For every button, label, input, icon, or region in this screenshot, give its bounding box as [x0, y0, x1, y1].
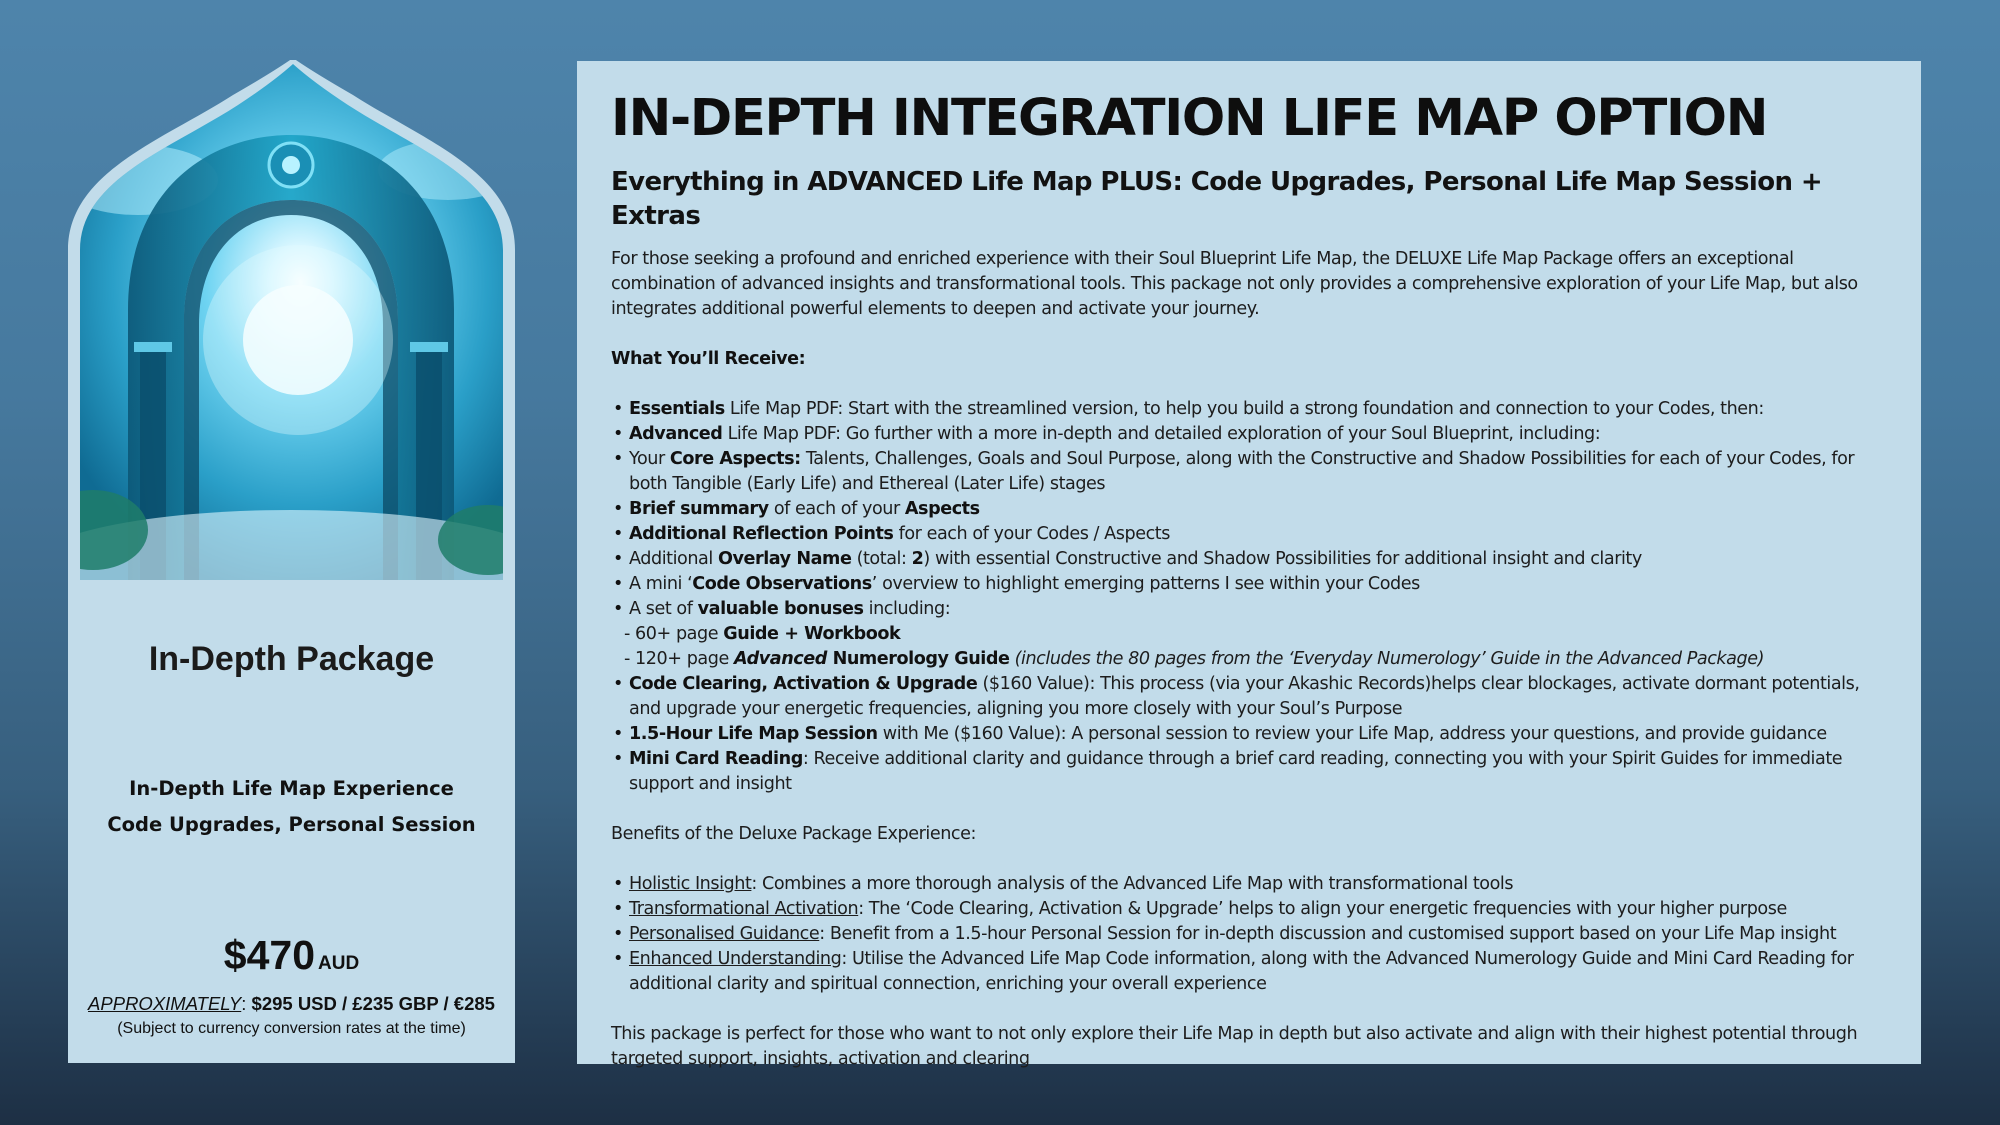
details-body	[611, 247, 1891, 1072]
page-subtitle: Everything in ADVANCED Life Map PLUS: Code Upgrades, Personal Life Map Session + Extras	[611, 167, 1823, 231]
benefit-holistic-insight	[611, 872, 1891, 897]
receive-list	[611, 397, 1891, 797]
item-text: : Receive additional clarity and guidance through a brief card reading, connecting you with your Spirit Guides for immediate support and insight	[629, 749, 1843, 794]
package-card-content	[68, 60, 515, 1063]
list-item-reflection-points	[611, 522, 1891, 547]
item-text: A mini ‘	[629, 574, 693, 594]
item-text: - 60+ page	[624, 624, 724, 644]
approximate-prices	[68, 993, 515, 1015]
item-text: (total:	[851, 549, 912, 569]
item-text: Life Map PDF: Start with the streamlined version, to help you build a strong foundation and connection to your Codes, then:	[724, 399, 1764, 419]
item-bold-italic: Advanced	[734, 649, 827, 669]
benefit-label: Personalised Guidance	[629, 924, 820, 944]
list-item-bonuses	[611, 597, 1891, 622]
item-text: A set of	[629, 599, 698, 619]
item-bold: Code Observations	[692, 574, 872, 594]
approx-label: APPROXIMATELY	[88, 993, 242, 1014]
receive-heading-text: What You’ll Receive:	[611, 349, 806, 369]
benefit-enhanced-understanding	[611, 947, 1891, 997]
list-item-code-clearing	[611, 672, 1891, 722]
item-bold: Aspects	[904, 499, 980, 519]
item-text: of each of your	[768, 499, 905, 519]
item-bold: Advanced	[629, 424, 723, 444]
item-bold: Core Aspects:	[669, 449, 801, 469]
benefit-text: : Benefit from a 1.5-hour Personal Session for in-depth discussion and customised support based on your Life Map insight	[819, 924, 1837, 944]
item-text: Your	[629, 449, 670, 469]
benefit-text: : Combines a more thorough analysis of the Advanced Life Map with transformational tools	[751, 874, 1514, 894]
item-bold: valuable bonuses	[697, 599, 864, 619]
item-text: Life Map PDF: Go further with a more in-depth and detailed exploration of your Soul Blueprint, including:	[722, 424, 1601, 444]
list-item-life-map-session	[611, 722, 1891, 747]
item-bold: Brief summary	[629, 499, 769, 519]
list-item-guide-workbook	[611, 622, 1891, 647]
benefit-personalised-guidance	[611, 922, 1891, 947]
list-item-core-aspects	[611, 447, 1891, 497]
benefit-transformational-activation	[611, 897, 1891, 922]
list-item-mini-card-reading	[611, 747, 1891, 797]
list-item-overlay-name	[611, 547, 1891, 572]
package-price	[68, 932, 515, 979]
package-subtitle-line2: Code Upgrades, Personal Session	[107, 813, 476, 836]
package-details-panel	[577, 61, 1921, 1069]
approx-values: $295 USD / £235 GBP / €285	[251, 993, 495, 1014]
benefit-label: Enhanced Understanding	[629, 949, 842, 969]
item-italic: (includes the 80 pages from the ‘Everyday Numerology’ Guide in the Advanced Package)	[1009, 649, 1765, 669]
benefit-label: Holistic Insight	[629, 874, 752, 894]
benefits-heading: Benefits of the Deluxe Package Experience:	[611, 824, 976, 844]
list-item-code-observations	[611, 572, 1891, 597]
currency-note: (Subject to currency conversion rates at the time)	[117, 1020, 466, 1037]
list-item-essentials	[611, 397, 1891, 422]
item-bold: Numerology Guide	[826, 649, 1010, 669]
item-bold: 1.5-Hour Life Map Session	[629, 724, 878, 744]
item-bold: Additional Reflection Points	[629, 524, 894, 544]
benefit-text: : The ‘Code Clearing, Activation & Upgrade’ helps to align your energetic frequencies with your higher purpose	[858, 899, 1787, 919]
item-bold: Overlay Name	[717, 549, 852, 569]
benefits-list	[611, 872, 1891, 997]
list-item-numerology-guide	[611, 647, 1891, 672]
list-item-advanced	[611, 422, 1891, 447]
item-text: for each of your Codes / Aspects	[893, 524, 1170, 544]
package-subtitle-line1: In-Depth Life Map Experience	[129, 777, 454, 800]
item-text: including:	[863, 599, 951, 619]
list-item-brief-summary	[611, 497, 1891, 522]
page-title: IN-DEPTH INTEGRATION LIFE MAP OPTION	[611, 89, 1768, 148]
item-bold: Mini Card Reading	[629, 749, 803, 769]
item-text: Talents, Challenges, Goals and Soul Purpose, along with the Constructive and Shadow Possibilities for each of your Codes, for both Tangible (Early Life) and Ethereal (Later Life) stages	[629, 449, 1855, 494]
item-text: ($160 Value): This process (via your Akashic Records)helps clear blockages, activate dormant potentials, and upgrade your energetic frequencies, aligning you more closely with your Soul’s Purpose	[629, 674, 1860, 719]
item-bold: 2	[911, 549, 924, 569]
item-text: ) with essential Constructive and Shadow Possibilities for additional insight and clarity	[923, 549, 1642, 569]
price-amount: $470	[223, 932, 316, 978]
item-text: - 120+ page	[624, 649, 734, 669]
approx-separator: :	[241, 993, 252, 1014]
item-bold: Essentials	[629, 399, 725, 419]
item-bold: Guide + Workbook	[723, 624, 901, 644]
item-text: ’ overview to highlight emerging patterns I see within your Codes	[871, 574, 1420, 594]
package-card	[68, 60, 515, 1063]
item-bold: Code Clearing, Activation & Upgrade	[629, 674, 978, 694]
item-text: with Me ($160 Value): A personal session to review your Life Map, address your questions, and provide guidance	[877, 724, 1827, 744]
closing-paragraph: This package is perfect for those who want to not only explore their Life Map in depth but also activate and align with their highest potential through targeted support, insights, activation and clearing	[611, 1024, 1858, 1069]
price-currency: AUD	[318, 953, 360, 974]
benefit-label: Transformational Activation	[629, 899, 859, 919]
benefit-text: : Utilise the Advanced Life Map Code information, along with the Advanced Numerology Guide and Mini Card Reading for additional clarity and spiritual connection, enriching your overall experience	[629, 949, 1854, 994]
package-title: In-Depth Package	[148, 640, 435, 678]
receive-heading	[611, 347, 1891, 372]
item-text: Additional	[629, 549, 718, 569]
intro-paragraph: For those seeking a profound and enriched experience with their Soul Blueprint Life Map, the DELUXE Life Map Package offers an exceptional combination of advanced insights and transformational tools. This package not only provides a comprehensive exploration of your Life Map, but also integrates additional powerful elements to deepen and activate your journey.	[611, 249, 1858, 319]
